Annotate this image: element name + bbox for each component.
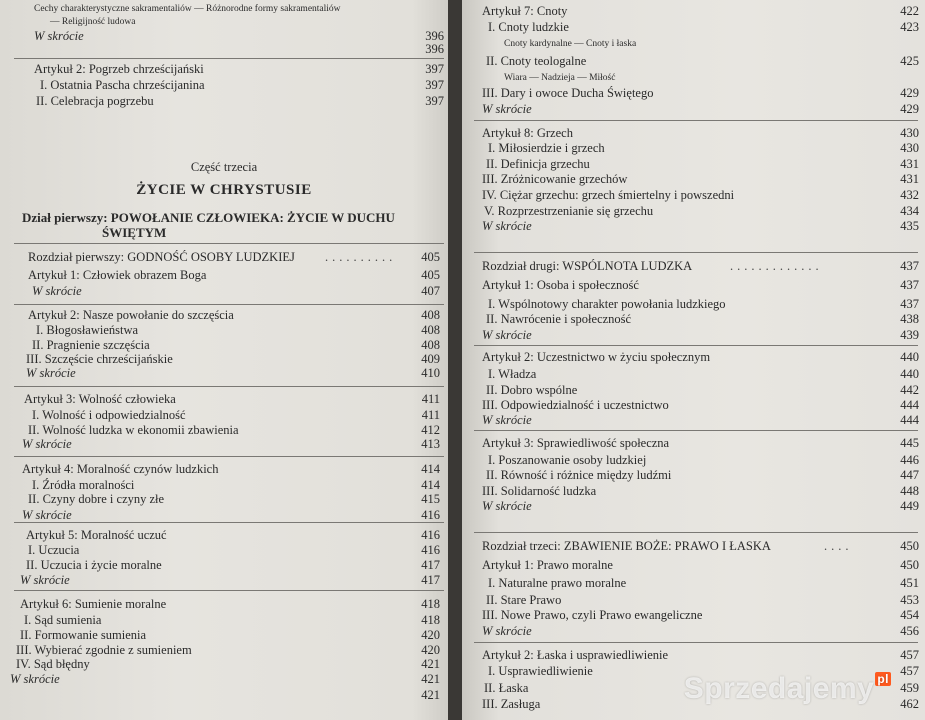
toc-entry: II. Dobro wspólne 442	[486, 383, 919, 397]
toc-entry: Artykuł 3: Wolność człowieka 411	[24, 392, 440, 406]
toc-entry: I. Sąd sumienia 418	[24, 613, 440, 627]
divider	[474, 252, 918, 253]
book-gutter	[448, 0, 462, 720]
toc-entry: III. Wybierać zgodnie z sumieniem 420	[16, 643, 440, 657]
toc-entry: II. Uczucia i życie moralne 417	[26, 558, 440, 572]
right-page	[462, 0, 925, 720]
toc-entry: II. Pragnienie szczęścia 408	[32, 338, 440, 352]
divider	[14, 522, 444, 523]
toc-entry: III. Szczęście chrześcijańskie 409	[26, 352, 440, 366]
toc-entry: W skrócie 413	[22, 437, 440, 451]
toc-entry: II. Cnoty teologalne 425	[486, 54, 919, 68]
toc-entry: IV. Sąd błędny 421	[16, 657, 440, 671]
toc-entry: II. Definicja grzechu 431	[486, 157, 919, 171]
toc-entry: III. Odpowiedzialność i uczestnictwo 444	[482, 398, 919, 412]
divider	[14, 243, 444, 244]
divider	[474, 532, 918, 533]
left-page	[0, 0, 448, 720]
toc-entry: II. Czyny dobre i czyny złe 415	[28, 492, 440, 506]
section-title: ŚWIĘTYM	[102, 225, 167, 240]
toc-entry: W skrócie 429	[482, 102, 919, 116]
toc-entry: W skrócie 456	[482, 624, 919, 638]
toc-entry: Rozdział trzeci: ZBAWIENIE BOŻE: PRAWO I ŁASKA .... 450	[482, 539, 919, 553]
toc-entry: 396	[425, 42, 444, 56]
divider	[474, 120, 918, 121]
toc-entry: I. Poszanowanie osoby ludzkiej 446	[488, 453, 919, 467]
divider	[474, 642, 918, 643]
toc-entry: I. Źródła moralności 414	[32, 478, 440, 492]
toc-entry: III. Nowe Prawo, czyli Prawo ewangeliczne 454	[482, 608, 919, 622]
divider	[14, 386, 444, 387]
toc-entry: W skrócie 417	[20, 573, 440, 587]
toc-entry: I. Cnoty ludzkie 423	[488, 20, 919, 34]
divider	[14, 456, 444, 457]
toc-subline: — Religijność ludowa	[50, 17, 136, 27]
toc-entry: II. Celebracja pogrzebu 397	[36, 94, 444, 108]
toc-entry: III. Dary i owoce Ducha Świętego 429	[482, 86, 919, 100]
toc-entry: Artykuł 2: Uczestnictwo w życiu społecznym 440	[482, 350, 919, 364]
toc-entry: IV. Ciężar grzechu: grzech śmiertelny i powszedni 432	[482, 188, 919, 202]
toc-entry: I. Władza 440	[488, 367, 919, 381]
part-title: ŻYCIE W CHRYSTUSIE	[136, 182, 312, 198]
toc-entry: I. Uczucia 416	[28, 543, 440, 557]
toc-entry: II. Formowanie sumienia 420	[20, 628, 440, 642]
toc-entry: W skrócie 439	[482, 328, 919, 342]
toc-entry: III. Zróżnicowanie grzechów 431	[482, 172, 919, 186]
toc-entry: I. Miłosierdzie i grzech 430	[488, 141, 919, 155]
toc-entry: W skrócie 435	[482, 219, 919, 233]
toc-entry: Artykuł 7: Cnoty 422	[482, 4, 919, 18]
watermark-logo: Sprzedajemy $^{pl}$	[683, 672, 889, 705]
divider	[14, 304, 444, 305]
toc-entry: I. Ostatnia Pascha chrześcijanina 397	[40, 78, 444, 92]
toc-subline: Cnoty kardynalne — Cnoty i łaska	[504, 39, 637, 49]
toc-entry: Artykuł 1: Prawo moralne 450	[482, 558, 919, 572]
toc-entry: W skrócie 410	[26, 366, 440, 380]
toc-entry: Rozdział pierwszy: GODNOŚĆ OSOBY LUDZKIEJ .......... 405	[28, 250, 440, 264]
section-title: Dział pierwszy: POWOŁANIE CZŁOWIEKA: ŻYCIE W DUCHU	[22, 210, 395, 225]
toc-entry: Artykuł 5: Moralność uczuć 416	[26, 528, 440, 542]
toc-entry: W skrócie 396	[34, 29, 444, 43]
toc-entry: W skrócie 416	[22, 508, 440, 522]
toc-entry: W skrócie 421	[10, 672, 440, 686]
toc-entry: II. Łaska 459	[484, 681, 919, 695]
divider	[474, 345, 918, 346]
toc-entry: II. Równość i różnice między ludźmi 447	[486, 468, 919, 482]
divider	[474, 430, 918, 431]
toc-entry: W skrócie 407	[32, 284, 440, 298]
part-label: Część trzecia	[190, 160, 258, 174]
toc-entry: V. Rozprzestrzenianie się grzechu 434	[484, 204, 919, 218]
toc-entry: I. Wolność i odpowiedzialność 411	[32, 408, 440, 422]
toc-subline: Cechy charakterystyczne sakramentaliów — Różnorodne formy sakramentaliów	[34, 4, 341, 14]
toc-entry: Artykuł 2: Łaska i usprawiedliwienie 457	[482, 648, 919, 662]
toc-entry: III. Solidarność ludzka 448	[482, 484, 919, 498]
toc-entry: Artykuł 2: Nasze powołanie do szczęścia 408	[28, 308, 440, 322]
toc-entry: III. Zasługa 462	[482, 697, 919, 711]
toc-entry: Artykuł 2: Pogrzeb chrześcijański 397	[34, 62, 444, 76]
toc-entry: I. Naturalne prawo moralne 451	[488, 576, 919, 590]
toc-entry: I. Usprawiedliwienie 457	[488, 664, 919, 678]
toc-entry: Artykuł 8: Grzech 430	[482, 126, 919, 140]
toc-entry: Artykuł 6: Sumienie moralne 418	[20, 597, 440, 611]
toc-entry: II. Wolność ludzka w ekonomii zbawienia 412	[28, 423, 440, 437]
toc-entry: W skrócie 449	[482, 499, 919, 513]
toc-entry: II. Nawrócenie i społeczność 438	[486, 312, 919, 326]
toc-entry: Artykuł 3: Sprawiedliwość społeczna 445	[482, 436, 919, 450]
toc-entry: I. Błogosławieństwa 408	[36, 323, 440, 337]
toc-entry: Artykuł 1: Człowiek obrazem Boga 405	[28, 268, 440, 282]
toc-entry: II. Stare Prawo 453	[486, 593, 919, 607]
toc-entry: Artykuł 4: Moralność czynów ludzkich 414	[22, 462, 440, 476]
toc-entry: 421	[421, 688, 440, 702]
toc-entry: I. Wspólnotowy charakter powołania ludzkiego 437	[488, 297, 919, 311]
toc-entry: Artykuł 1: Osoba i społeczność 437	[482, 278, 919, 292]
toc-entry: Rozdział drugi: WSPÓLNOTA LUDZKA ............. 437	[482, 259, 919, 273]
divider	[14, 58, 444, 59]
toc-subline: Wiara — Nadzieja — Miłość	[504, 73, 616, 83]
toc-entry: W skrócie 444	[482, 413, 919, 427]
divider	[14, 590, 444, 591]
